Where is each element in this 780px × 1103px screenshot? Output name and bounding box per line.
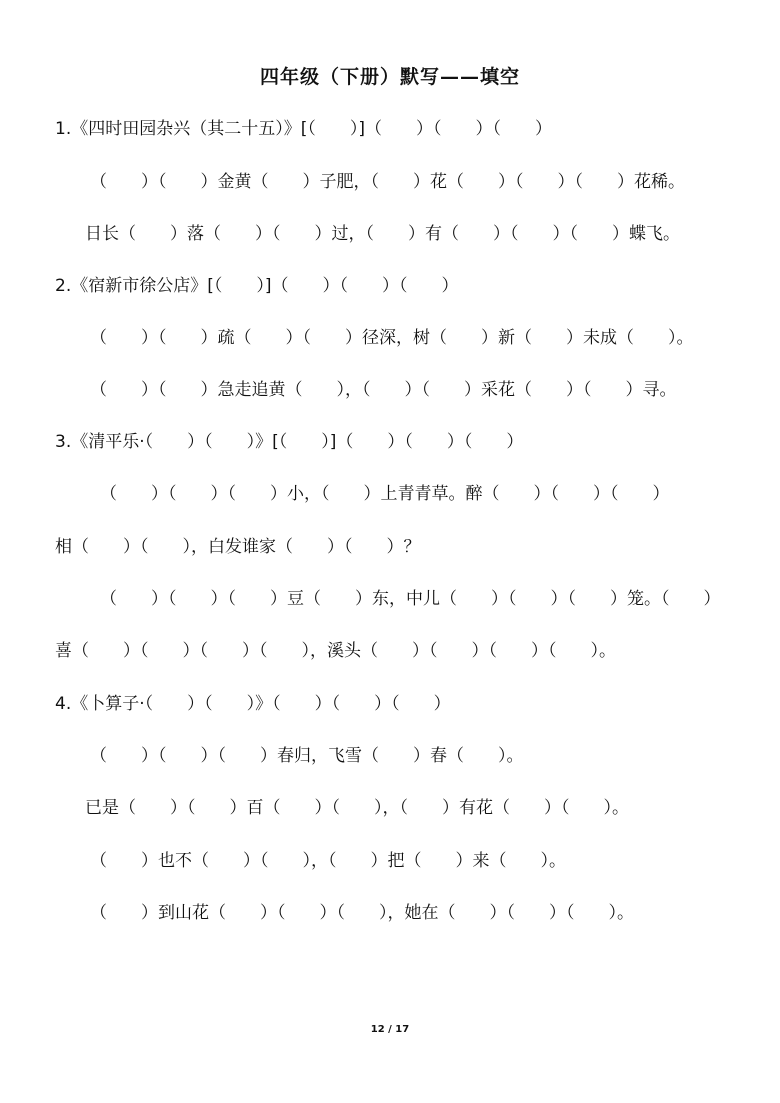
- q4-line-3: （ ）也不（ ）（ ），（ ）把（ ）来（ ）。: [90, 851, 566, 871]
- q2-line-1: （ ）（ ）疏（ ）（ ）径深，树（ ）新（ ）未成（ ）。: [90, 328, 694, 348]
- q3-line-4: 喜（ ）（ ）（ ）（ ），溪头（ ）（ ）（ ）（ ）。: [55, 641, 616, 661]
- page-title: 四年级（下册）默写——填空: [259, 66, 520, 88]
- q4-line-2: 已是（ ）（ ）百（ ）（ ），（ ）有花（ ）（ ）。: [85, 798, 629, 818]
- q4-line-4: （ ）到山花（ ）（ ）（ ），她在（ ）（ ）（ ）。: [90, 903, 634, 923]
- q3-line-3: （ ）（ ）（ ）豆（ ）东，中儿（ ）（ ）（ ）笼。（ ）: [100, 589, 721, 609]
- q3-header: 3.《清平乐·（ ）（ ）》[（ ）]（ ）（ ）（ ）: [55, 432, 524, 452]
- q1-line-1: （ ）（ ）金黄（ ）子肥，（ ）花（ ）（ ）（ ）花稀。: [90, 172, 685, 192]
- q1-header: 1.《四时田园杂兴（其二十五）》[（ ）]（ ）（ ）（ ）: [55, 119, 552, 139]
- page-number: 12 / 17: [370, 1024, 410, 1035]
- q2-line-2: （ ）（ ）急走追黄（ ），（ ）（ ）采花（ ）（ ）寻。: [90, 380, 677, 400]
- q3-line-1: （ ）（ ）（ ）小，（ ）上青青草。醉（ ）（ ）（ ）: [100, 484, 670, 504]
- q3-line-2: 相（ ）（ ），白发谁家（ ）（ ）？: [55, 537, 421, 557]
- q4-line-1: （ ）（ ）（ ）春归，飞雪（ ）春（ ）。: [90, 746, 524, 766]
- q4-header: 4.《卜算子·（ ）（ ）》（ ）（ ）（ ）: [55, 694, 451, 714]
- q2-header: 2.《宿新市徐公店》[（ ）]（ ）（ ）（ ）: [55, 276, 459, 296]
- q1-line-2: 日长（ ）落（ ）（ ）过，（ ）有（ ）（ ）（ ）蝶飞。: [85, 224, 680, 244]
